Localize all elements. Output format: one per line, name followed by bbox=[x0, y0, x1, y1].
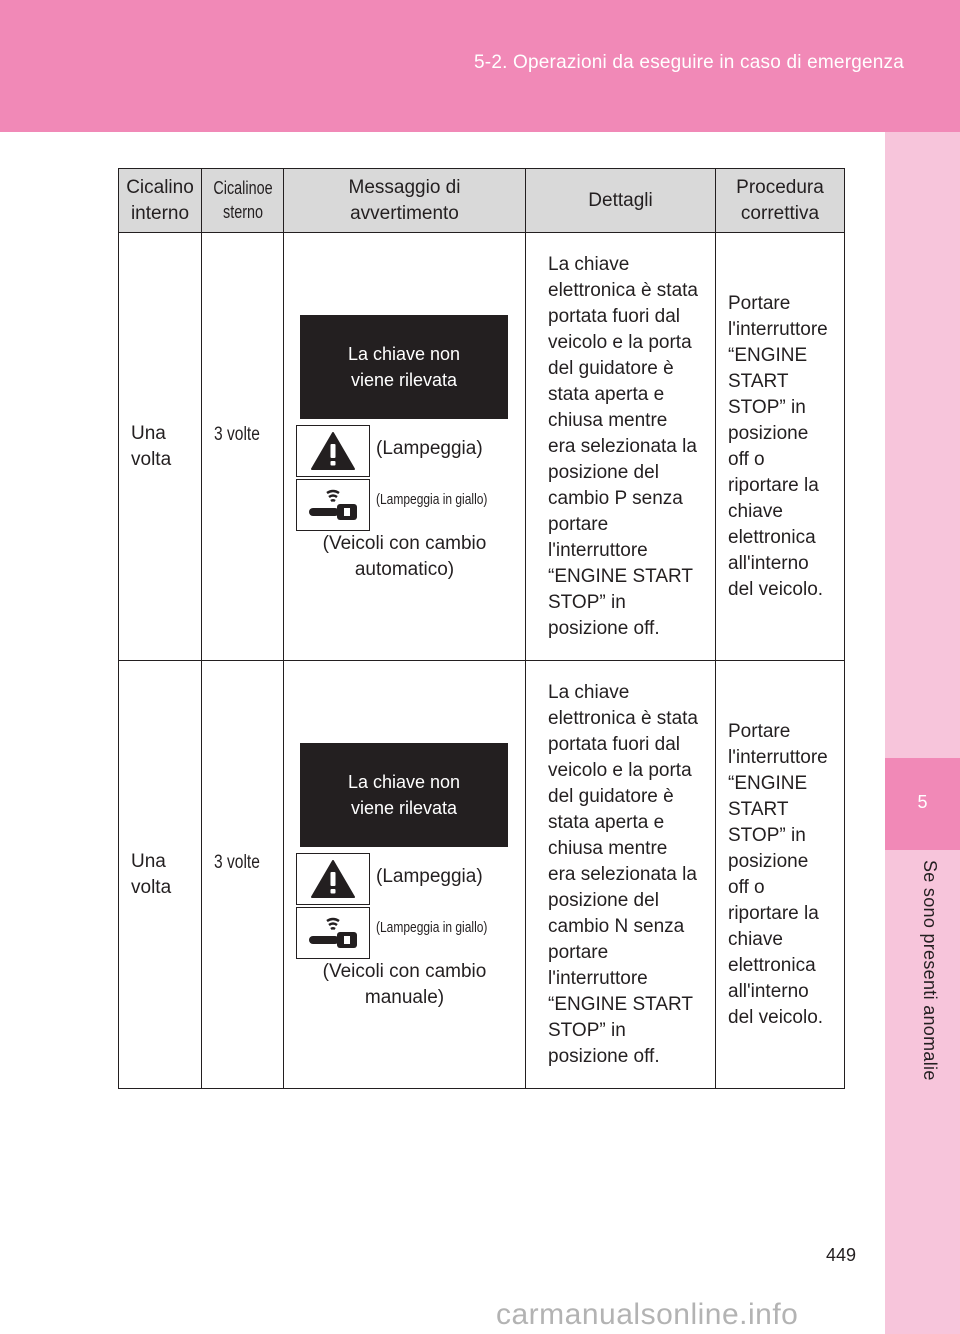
buzzer-internal-cell: Una volta bbox=[119, 661, 202, 1089]
table-row bbox=[119, 233, 845, 661]
warning-lamp-label: (Lampeggia) bbox=[376, 866, 483, 887]
warning-lamp-label: (Lampeggia) bbox=[376, 438, 483, 459]
buzzer-external-cell: 3 volte bbox=[202, 661, 284, 1089]
header-corrective: Procedura correttiva bbox=[716, 169, 845, 233]
side-tab-upper bbox=[885, 132, 960, 758]
key-lamp-label: (Lampeggia in giallo) bbox=[376, 491, 488, 508]
warning-triangle-icon bbox=[296, 425, 370, 477]
header-buzzer-external: Cicalinoesterno bbox=[202, 169, 284, 233]
header-bar bbox=[0, 0, 960, 132]
vehicle-type-note: (Veicoli con cambio automatico) bbox=[322, 533, 487, 580]
header-details: Dettagli bbox=[526, 169, 716, 233]
header-buzzer-internal: Cicalino interno bbox=[119, 169, 202, 233]
smart-key-icon bbox=[296, 907, 370, 959]
details-cell: La chiave elettronica è stata portata fuori dal veicolo e la porta del guidatore è stata aperta e chiusa mentre era selezionata la posizione del cambio P senza portare l'interruttore “ENGINE START STOP” in posizione off. bbox=[526, 233, 716, 661]
warning-message-cell bbox=[284, 661, 526, 1089]
details-cell: La chiave elettronica è stata portata fuori dal veicolo e la porta del guidatore è stata aperta e chiusa mentre era selezionata la posizione del cambio N senza portare l'interruttore “ENGINE START STOP” in posizione off. bbox=[526, 661, 716, 1089]
watermark: carmanualsonline.info bbox=[496, 1298, 799, 1331]
warning-message-cell bbox=[284, 233, 526, 661]
header-warning-message: Messaggio di avvertimento bbox=[284, 169, 526, 233]
chapter-number-tab: 5 bbox=[885, 758, 960, 850]
table-row bbox=[119, 661, 845, 1089]
page-number: 449 bbox=[826, 1245, 857, 1265]
vehicle-type-note: (Veicoli con cambio manuale) bbox=[322, 961, 487, 1008]
corrective-cell: Portare l'interruttore “ENGINE START STOP” in posizione off o riportare la chiave elettronica all'interno del veicolo. bbox=[716, 661, 845, 1089]
smart-key-icon bbox=[296, 479, 370, 531]
key-lamp-label: (Lampeggia in giallo) bbox=[376, 919, 488, 936]
table-header-row bbox=[119, 169, 845, 233]
buzzer-external-cell: 3 volte bbox=[202, 233, 284, 661]
warning-triangle-icon bbox=[296, 853, 370, 905]
warning-table bbox=[118, 168, 845, 1089]
corrective-cell: Portare l'interruttore “ENGINE START STOP” in posizione off o riportare la chiave elettronica all'interno del veicolo. bbox=[716, 233, 845, 661]
multi-info-display: La chiave non viene rilevata bbox=[300, 315, 508, 419]
chapter-label: Se sono presenti anomalie bbox=[920, 860, 940, 1081]
buzzer-internal-cell: Una volta bbox=[119, 233, 202, 661]
multi-info-display: La chiave non viene rilevata bbox=[300, 743, 508, 847]
section-title: 5-2. Operazioni da eseguire in caso di emergenza bbox=[474, 52, 904, 73]
